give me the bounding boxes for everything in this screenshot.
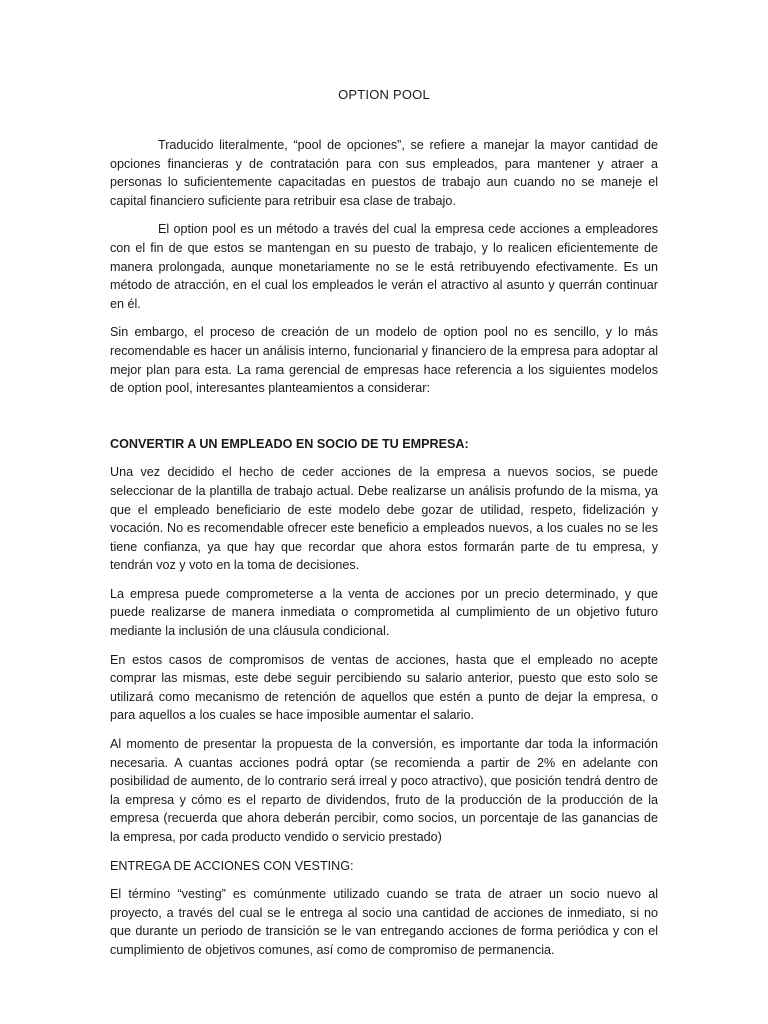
- section1-paragraph: La empresa puede comprometerse a la venta de acciones por un precio determinado, y que puede realizarse de manera inmediata o comprometida al cumplimiento de un objetivo futuro mediante la inclusión de una cláusula condicional.: [110, 586, 658, 639]
- section1-paragraph: Una vez decidido el hecho de ceder acciones de la empresa a nuevos socios, se puede seleccionar de la plantilla de trabajo actual. Debe realizarse un análisis profundo de la misma, ya que el empleado beneficiario de este modelo debe gozar de utilidad, respeto, fidelización y vocación. No es recomendable ofrecer este beneficio a empleados nuevos, a los cuales no se les tiene confianza, ya que hay que recordar que ahora estos formarán parte de tu empresa, y tendrán voz y voto en la toma de decisiones.: [110, 465, 658, 573]
- section-heading-vesting: ENTREGA DE ACCIONES CON VESTING:: [110, 858, 354, 873]
- document-body: [110, 136, 658, 970]
- section1-paragraph: Al momento de presentar la propuesta de la conversión, es importante dar toda la información necesaria. A cuantas acciones podrá optar (se recomienda a partir de 2% en adelante con posibilidad de aumento, de lo contrario será irreal y poco atractivo), que posición tendrá dentro de la empresa y cómo es el reparto de dividendos, fruto de la producción de la producción de la empresa (recuerda que ahora deberán percibir, como socios, un porcentaje de las ganancias de la empresa, por cada producto vendido o servicio prestado): [110, 737, 658, 844]
- models-paragraph: Sin embargo, el proceso de creación de un modelo de option pool no es sencillo, y lo más recomendable es hacer un análisis interno, funcionarial y financiero de la empresa para adoptar al mejor plan para esta. La rama gerencial de empresas hace referencia a los siguientes modelos de option pool, interesantes planteamientos a considerar:: [110, 325, 658, 396]
- intro-paragraph: Traducido literalmente, “pool de opciones”, se refiere a manejar la mayor cantidad de opciones financieras y de contratación para con sus empleados, para mantener y atraer a personas lo suficientemente capacitadas en puestos de trabajo aun cuando no se maneje el capital financiero suficiente para retribuir esa clase de trabajo.: [110, 138, 658, 208]
- document-title: OPTION POOL: [338, 87, 430, 102]
- section2-paragraph: El término “vesting” es comúnmente utilizado cuando se trata de atraer un socio nuevo al proyecto, a través del cual se le entrega al socio una cantidad de acciones de inmediato, si no que durante un periodo de transición se le van entregando acciones de forma periódica y con el cumplimiento de objetivos comunes, así como de compromiso de permanencia.: [110, 887, 658, 957]
- definition-paragraph: El option pool es un método a través del cual la empresa cede acciones a empleadores con el fin de que estos se mantengan en su puesto de trabajo, y lo realicen eficientemente de manera prolongada, aunque monetariamente no se le está retribuyendo efectivamente. Es un método de atracción, en el cual los empleados le verán el atractivo al asunto y querrán continuar en él.: [110, 222, 658, 311]
- section-heading-convertir: CONVERTIR A UN EMPLEADO EN SOCIO DE TU EMPRESA:: [110, 436, 469, 451]
- section1-paragraph: En estos casos de compromisos de ventas de acciones, hasta que el empleado no acepte comprar las mismas, este debe seguir percibiendo su salario anterior, puesto que esto solo se utilizará como mecanismo de retención de aquellos que estén a punto de dejar la empresa, o para aquellos a los cuales se hace imposible aumentar el salario.: [110, 652, 658, 723]
- section-spacer: [110, 408, 658, 435]
